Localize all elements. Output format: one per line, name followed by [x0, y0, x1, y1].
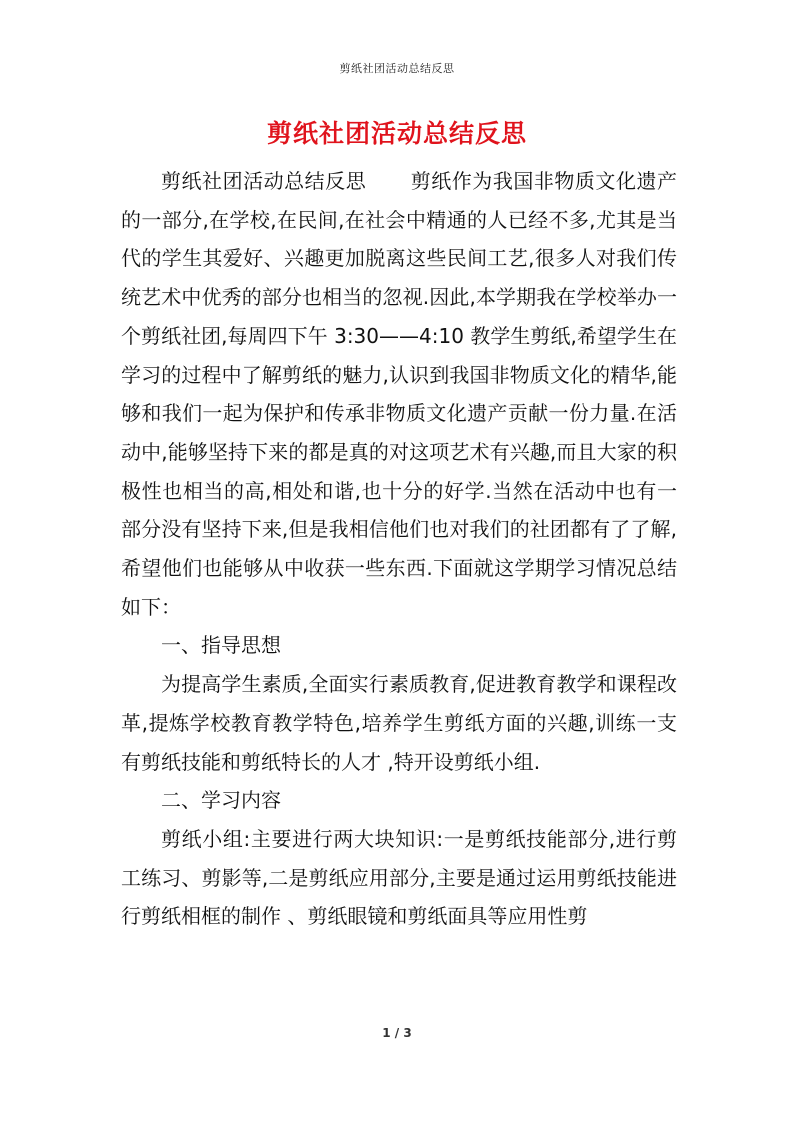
page-number: 1 / 3 [382, 1026, 412, 1040]
section-heading-learning-content: 二、学习内容 [161, 788, 281, 813]
running-header: 剪纸社团活动总结反思 [339, 62, 455, 75]
paragraph-learning-content: 剪纸小组:主要进行两大块知识:一是剪纸技能部分,进行剪工练习、剪影等,二是剪纸应用部分,主要是通过运用剪纸技能进行剪纸相框的制作 、剪纸眼镜和剪纸面具等应用性剪 [121, 826, 677, 929]
intro-heading: 剪纸社团活动总结反思 [161, 169, 367, 193]
document-body [121, 162, 677, 936]
intro-text: 剪纸作为我国非物质文化遗产的一部分,在学校,在民间,在社会中精通的人已经不多,尤其是当代的学生其爱好、兴趣更加脱离这些民间工艺,很多人对我们传统艺术中优秀的部分也相当的忽视.因此,本学期我在学校举办一个剪纸社团,每周四下午 3:30——4:10 教学生剪纸,希望学生在学习的过程中了解剪纸的魅力,认识到我国非物质文化的精华,能够和我们一起为保护和传承非物质文化遗产贡献一份力量.在活动中,能够坚持下来的都是真的对这项艺术有兴趣,而且大家的积极性也相当的高,相处和谐,也十分的好学.当然在活动中也有一部分没有坚持下来,但是我相信他们也对我们的社团都有了了解,希望他们也能够从中收获一些东西.下面就这学期学习情况总结如下： [121, 169, 678, 619]
paragraph-intro [121, 162, 677, 626]
document-title: 剪纸社团活动总结反思 [266, 119, 527, 148]
section-heading-guiding-thought: 一、指导思想 [161, 633, 281, 658]
paragraph-guiding-thought: 为提高学生素质,全面实行素质教育,促进教育教学和课程改革,提炼学校教育教学特色,培养学生剪纸方面的兴趣,训练一支有剪纸技能和剪纸特长的人才 ,特开设剪纸小组. [121, 672, 677, 774]
